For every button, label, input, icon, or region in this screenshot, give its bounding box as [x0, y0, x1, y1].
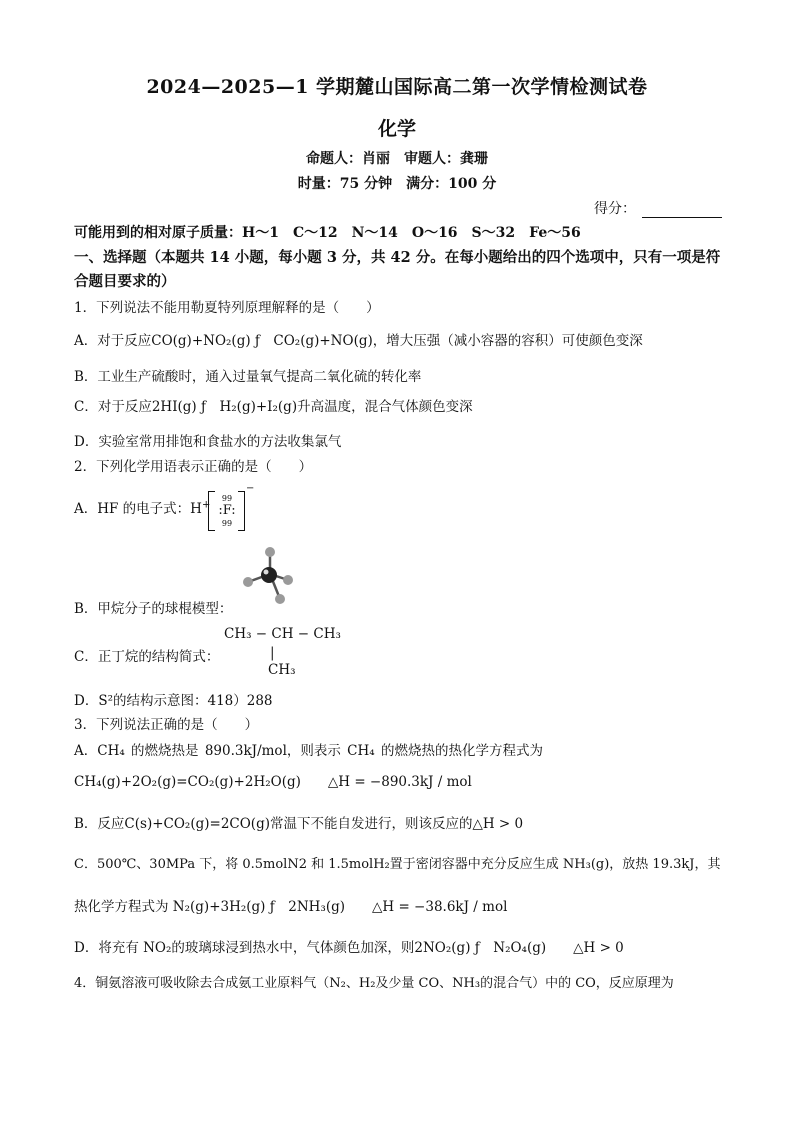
electron-dots-top: 99: [221, 494, 233, 503]
exam-title: 2024—2025—1 学期麓山国际高二第一次学情检测试卷: [146, 76, 648, 98]
carbon-atom: [261, 567, 277, 583]
subject-title: 化学: [377, 118, 416, 140]
q1-option-a: A．对于反应CO(g)+NO₂(g) ƒ CO₂(g)+NO(g)，增大压强（减小容器的容积）可使颜色变深: [74, 333, 643, 349]
carbon-highlight: [264, 570, 269, 575]
atomic-masses: 可能用到的相对原子质量：H～1 C～12 N～14 O～16 S～32 Fe～56: [74, 225, 581, 241]
q3-option-b: B．反应C(s)+CO₂(g)=2CO(g)常温下不能自发进行，则该反应的△H > 0: [74, 816, 524, 832]
authors-line: 命题人：肖丽 审题人：龚珊: [306, 151, 488, 167]
butane-line1: CH₃ − CH − CH₃: [224, 626, 341, 642]
score-blank[interactable]: [642, 203, 722, 218]
q2-option-a-label: [74, 497, 210, 517]
lewis-structure: [208, 483, 255, 529]
electron-dots-bottom: 99: [221, 519, 233, 528]
methane-ball-stick-model: [236, 544, 298, 608]
fluoride-core: [216, 493, 238, 529]
q1-option-d: D．实验室常用排饱和食盐水的方法收集氯气: [74, 434, 342, 450]
right-bracket: [238, 491, 245, 531]
hydrogen-atom: [265, 547, 275, 557]
q1-stem: 1．下列说法不能用勒夏特列原理解释的是（ ）: [74, 300, 380, 316]
hydrogen-atom: [243, 577, 253, 587]
q2-option-c: C．正丁烷的结构简式：: [74, 649, 220, 665]
hydrogen-atom: [283, 575, 293, 585]
q3-option-d: D．将充有 NO₂的玻璃球浸到热水中，气体颜色加深，则2NO₂(g) ƒ N₂O₄(g) △H > 0: [74, 940, 624, 956]
left-bracket: [208, 491, 215, 531]
q3-option-a-line1: A．CH₄ 的燃烧热是 890.3kJ/mol，则表示 CH₄ 的燃烧热的热化学方程式为: [74, 743, 543, 759]
q1-option-b: B．工业生产硫酸时，通入过量氧气提高二氧化硫的转化率: [74, 369, 422, 385]
butane-line3: CH₃: [268, 662, 296, 678]
q2-option-d: D．S²的结构示意图：418）288: [74, 693, 273, 709]
q3-option-c-line2: 热化学方程式为 N₂(g)+3H₂(g) ƒ 2NH₃(g) △H = −38.6kJ / mol: [74, 899, 508, 915]
q2-stem: 2．下列化学用语表示正确的是（ ）: [74, 459, 313, 475]
q2-option-b: B．甲烷分子的球棍模型：: [74, 601, 233, 617]
q3-option-a-line2: CH₄(g)+2O₂(g)=CO₂(g)+2H₂O(g) △H = −890.3kJ / mol: [74, 774, 472, 790]
section-heading: 一、选择题（本题共 14 小题，每小题 3 分，共 42 分。在每小题给出的四个选项中，只有一项是符合题目要求的）: [74, 249, 721, 290]
q3-option-c-line1: C．500℃、30MPa 下，将 0.5molN2 和 1.5molH₂置于密闭容器中充分反应生成 NH₃(g)，放热 19.3kJ，其: [74, 857, 721, 872]
score-label: 得分：: [594, 201, 636, 217]
q2-a-text: A．HF 的电子式：H: [74, 501, 202, 517]
hydrogen-atom: [275, 594, 285, 604]
time-score-line: 时量：75 分钟 满分：100 分: [297, 176, 497, 192]
butane-bond: |: [270, 645, 275, 661]
fluoride-charge: −: [246, 483, 255, 494]
q1-option-c: C．对于反应2HI(g) ƒ H₂(g)+I₂(g)升高温度，混合气体颜色变深: [74, 399, 473, 415]
q4-stem: 4．铜氨溶液可吸收除去合成氨工业原料气（N₂、H₂及少量 CO、NH₃的混合气）中的 CO，反应原理为: [74, 976, 674, 991]
q3-stem: 3．下列说法正确的是（ ）: [74, 717, 259, 733]
fluorine-symbol: :F:: [218, 503, 236, 518]
score-field: [594, 198, 722, 218]
hydrogen-charge: +: [201, 499, 211, 511]
